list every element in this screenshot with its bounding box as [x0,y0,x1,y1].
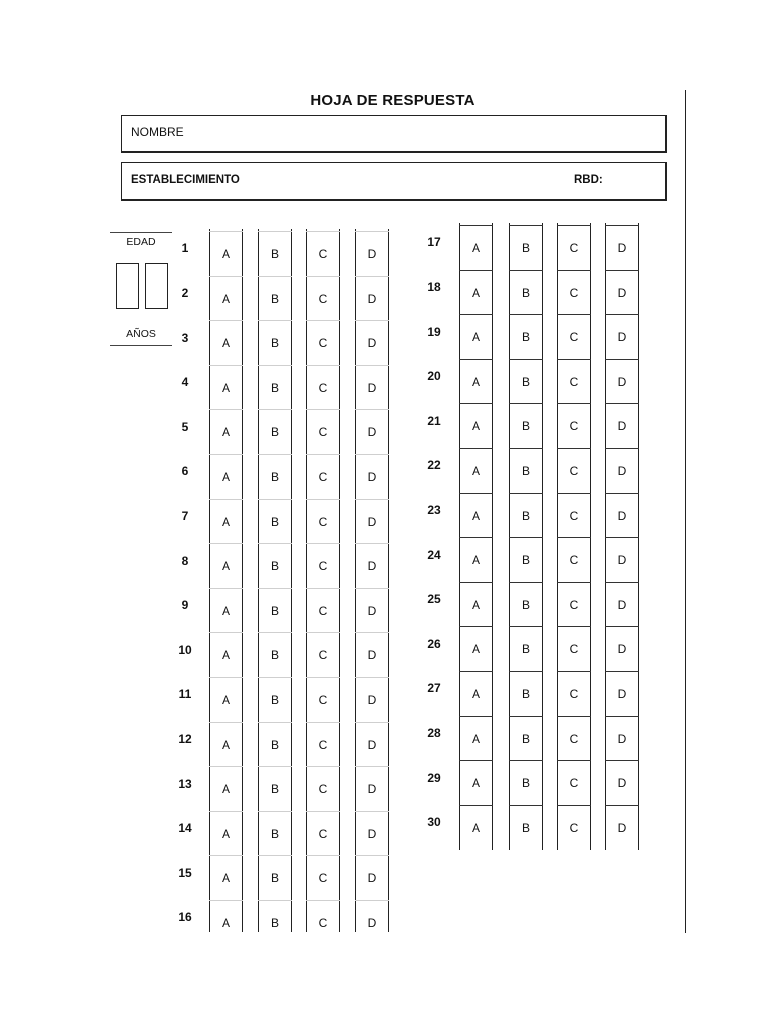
answer-bubble-6-a[interactable]: A [209,454,243,499]
answer-bubble-8-a[interactable]: A [209,543,243,588]
answer-bubble-9-d[interactable]: D [355,588,389,633]
answer-bubble-5-c[interactable]: C [306,409,340,454]
question-number: 5 [181,419,189,434]
answer-bubble-17-d[interactable]: D [605,225,639,270]
answer-bubble-29-d[interactable]: D [605,760,639,805]
answer-bubble-23-a[interactable]: A [459,493,493,538]
answer-bubble-25-b[interactable]: B [509,582,543,627]
question-number: 12 [178,731,192,746]
answer-bubble-9-b[interactable]: B [258,588,292,633]
answer-bubble-14-a[interactable]: A [209,811,243,856]
answer-bubble-14-b[interactable]: B [258,811,292,856]
question-number: 7 [181,508,189,523]
answer-bubble-23-c[interactable]: C [557,493,591,538]
answer-bubble-11-a[interactable]: A [209,677,243,722]
answer-bubble-18-d[interactable]: D [605,270,639,315]
answer-bubble-21-b[interactable]: B [509,403,543,448]
question-number: 2 [181,285,189,300]
answer-bubble-11-b[interactable]: B [258,677,292,722]
answer-bubble-12-d[interactable]: D [355,722,389,767]
question-number: 10 [178,642,192,657]
answer-bubble-8-c[interactable]: C [306,543,340,588]
question-number: 22 [427,458,441,473]
answer-bubble-3-c[interactable]: C [306,320,340,365]
question-number: 15 [178,865,192,880]
question-number: 16 [178,910,192,925]
answer-bubble-15-b[interactable]: B [258,855,292,900]
establecimiento-label: ESTABLECIMIENTO [131,174,240,186]
answer-bubble-13-d[interactable]: D [355,766,389,811]
answer-bubble-20-b[interactable]: B [509,359,543,404]
answer-bubble-23-b[interactable]: B [509,493,543,538]
answer-bubble-21-d[interactable]: D [605,403,639,448]
answer-bubble-12-b[interactable]: B [258,722,292,767]
question-number: 11 [178,687,192,702]
answer-bubble-4-b[interactable]: B [258,365,292,410]
answer-bubble-13-b[interactable]: B [258,766,292,811]
answer-bubble-3-b[interactable]: B [258,320,292,365]
edad-digit-box-2[interactable] [145,263,168,309]
establecimiento-field[interactable] [121,162,667,201]
answer-bubble-30-a[interactable]: A [459,805,493,850]
answer-bubble-5-a[interactable]: A [209,409,243,454]
answer-bubble-20-d[interactable]: D [605,359,639,404]
answer-bubble-10-d[interactable]: D [355,632,389,677]
answer-bubble-10-c[interactable]: C [306,632,340,677]
answer-bubble-27-a[interactable]: A [459,671,493,716]
question-number: 13 [178,776,192,791]
answer-bubble-24-c[interactable]: C [557,537,591,582]
question-number: 30 [427,815,441,830]
answer-bubble-19-d[interactable]: D [605,314,639,359]
answer-bubble-4-c[interactable]: C [306,365,340,410]
answer-bubble-2-c[interactable]: C [306,276,340,321]
answer-bubble-24-b[interactable]: B [509,537,543,582]
answer-bubble-7-d[interactable]: D [355,499,389,544]
answer-bubble-6-b[interactable]: B [258,454,292,499]
answer-bubble-19-a[interactable]: A [459,314,493,359]
answer-bubble-17-a[interactable]: A [459,225,493,270]
answer-bubble-16-d[interactable]: D [355,900,389,932]
answer-bubble-11-c[interactable]: C [306,677,340,722]
answer-bubble-7-a[interactable]: A [209,499,243,544]
answer-bubble-30-b[interactable]: B [509,805,543,850]
answer-bubble-23-d[interactable]: D [605,493,639,538]
answer-bubble-27-d[interactable]: D [605,671,639,716]
answer-bubble-25-d[interactable]: D [605,582,639,627]
edad-bottom-rule [110,345,172,346]
question-number: 8 [181,553,189,568]
answer-bubble-30-d[interactable]: D [605,805,639,850]
answer-bubble-12-c[interactable]: C [306,722,340,767]
answer-bubble-29-b[interactable]: B [509,760,543,805]
answer-bubble-19-b[interactable]: B [509,314,543,359]
answer-bubble-1-c[interactable]: C [306,231,340,276]
page-title: HOJA DE RESPUESTA [310,92,475,109]
answer-bubble-10-a[interactable]: A [209,632,243,677]
answer-bubble-11-d[interactable]: D [355,677,389,722]
answer-bubble-24-a[interactable]: A [459,537,493,582]
answer-bubble-12-a[interactable]: A [209,722,243,767]
answer-bubble-26-d[interactable]: D [605,626,639,671]
answer-bubble-15-c[interactable]: C [306,855,340,900]
edad-label: EDAD [126,236,156,248]
answer-bubble-18-c[interactable]: C [557,270,591,315]
question-number: 26 [427,636,441,651]
question-number: 28 [427,725,441,740]
answer-bubble-7-b[interactable]: B [258,499,292,544]
answer-bubble-26-a[interactable]: A [459,626,493,671]
answer-bubble-22-d[interactable]: D [605,448,639,493]
answer-bubble-6-d[interactable]: D [355,454,389,499]
question-number: 19 [427,324,441,339]
answer-bubble-28-c[interactable]: C [557,716,591,761]
answer-bubble-2-d[interactable]: D [355,276,389,321]
rbd-label: RBD: [574,174,603,186]
answer-bubble-19-c[interactable]: C [557,314,591,359]
page-edge-line [685,90,686,933]
answer-bubble-15-a[interactable]: A [209,855,243,900]
edad-top-rule [110,232,172,233]
answer-bubble-4-a[interactable]: A [209,365,243,410]
question-number: 21 [427,413,441,428]
answer-bubble-16-c[interactable]: C [306,900,340,932]
answer-bubble-1-d[interactable]: D [355,231,389,276]
answer-bubble-22-b[interactable]: B [509,448,543,493]
answer-bubble-27-c[interactable]: C [557,671,591,716]
answer-bubble-5-b[interactable]: B [258,409,292,454]
answer-bubble-16-b[interactable]: B [258,900,292,932]
question-number: 3 [181,330,189,345]
answer-bubble-21-c[interactable]: C [557,403,591,448]
answer-bubble-1-b[interactable]: B [258,231,292,276]
answer-bubble-2-a[interactable]: A [209,276,243,321]
question-number: 29 [427,770,441,785]
nombre-label: NOMBRE [131,125,184,139]
answer-bubble-25-a[interactable]: A [459,582,493,627]
question-number: 25 [427,592,441,607]
question-number: 6 [181,464,189,479]
question-number: 18 [427,279,441,294]
question-number: 24 [427,547,441,562]
answer-bubble-5-d[interactable]: D [355,409,389,454]
answer-bubble-14-d[interactable]: D [355,811,389,856]
answer-bubble-16-a[interactable]: A [209,900,243,932]
answer-bubble-21-a[interactable]: A [459,403,493,448]
answer-bubble-22-a[interactable]: A [459,448,493,493]
anos-label: AÑOS [126,328,156,340]
answer-bubble-20-c[interactable]: C [557,359,591,404]
question-number: 27 [427,681,441,696]
answer-bubble-8-b[interactable]: B [258,543,292,588]
answer-bubble-17-c[interactable]: C [557,225,591,270]
answer-bubble-28-a[interactable]: A [459,716,493,761]
question-number: 23 [427,502,441,517]
answer-bubble-9-c[interactable]: C [306,588,340,633]
answer-bubble-28-b[interactable]: B [509,716,543,761]
question-number: 14 [178,821,192,836]
answer-bubble-6-c[interactable]: C [306,454,340,499]
answer-bubble-18-a[interactable]: A [459,270,493,315]
question-number: 4 [181,375,189,390]
answer-bubble-22-c[interactable]: C [557,448,591,493]
answer-bubble-29-c[interactable]: C [557,760,591,805]
answer-bubble-15-d[interactable]: D [355,855,389,900]
answer-bubble-17-b[interactable]: B [509,225,543,270]
question-number: 9 [181,598,189,613]
answer-bubble-3-a[interactable]: A [209,320,243,365]
answer-bubble-1-a[interactable]: A [209,231,243,276]
answer-bubble-13-c[interactable]: C [306,766,340,811]
question-number: 20 [427,369,441,384]
answer-bubble-25-c[interactable]: C [557,582,591,627]
answer-bubble-2-b[interactable]: B [258,276,292,321]
answer-bubble-29-a[interactable]: A [459,760,493,805]
answer-bubble-7-c[interactable]: C [306,499,340,544]
question-number: 17 [427,235,441,250]
answer-bubble-14-c[interactable]: C [306,811,340,856]
answer-bubble-8-d[interactable]: D [355,543,389,588]
answer-bubble-20-a[interactable]: A [459,359,493,404]
answer-bubble-26-c[interactable]: C [557,626,591,671]
answer-bubble-28-d[interactable]: D [605,716,639,761]
nombre-field[interactable] [121,115,667,153]
edad-digit-box-1[interactable] [116,263,139,309]
answer-bubble-18-b[interactable]: B [509,270,543,315]
answer-bubble-4-d[interactable]: D [355,365,389,410]
answer-bubble-3-d[interactable]: D [355,320,389,365]
answer-bubble-26-b[interactable]: B [509,626,543,671]
answer-bubble-10-b[interactable]: B [258,632,292,677]
question-number: 1 [181,241,189,256]
answer-bubble-13-a[interactable]: A [209,766,243,811]
answer-bubble-27-b[interactable]: B [509,671,543,716]
answer-bubble-9-a[interactable]: A [209,588,243,633]
answer-bubble-24-d[interactable]: D [605,537,639,582]
answer-bubble-30-c[interactable]: C [557,805,591,850]
